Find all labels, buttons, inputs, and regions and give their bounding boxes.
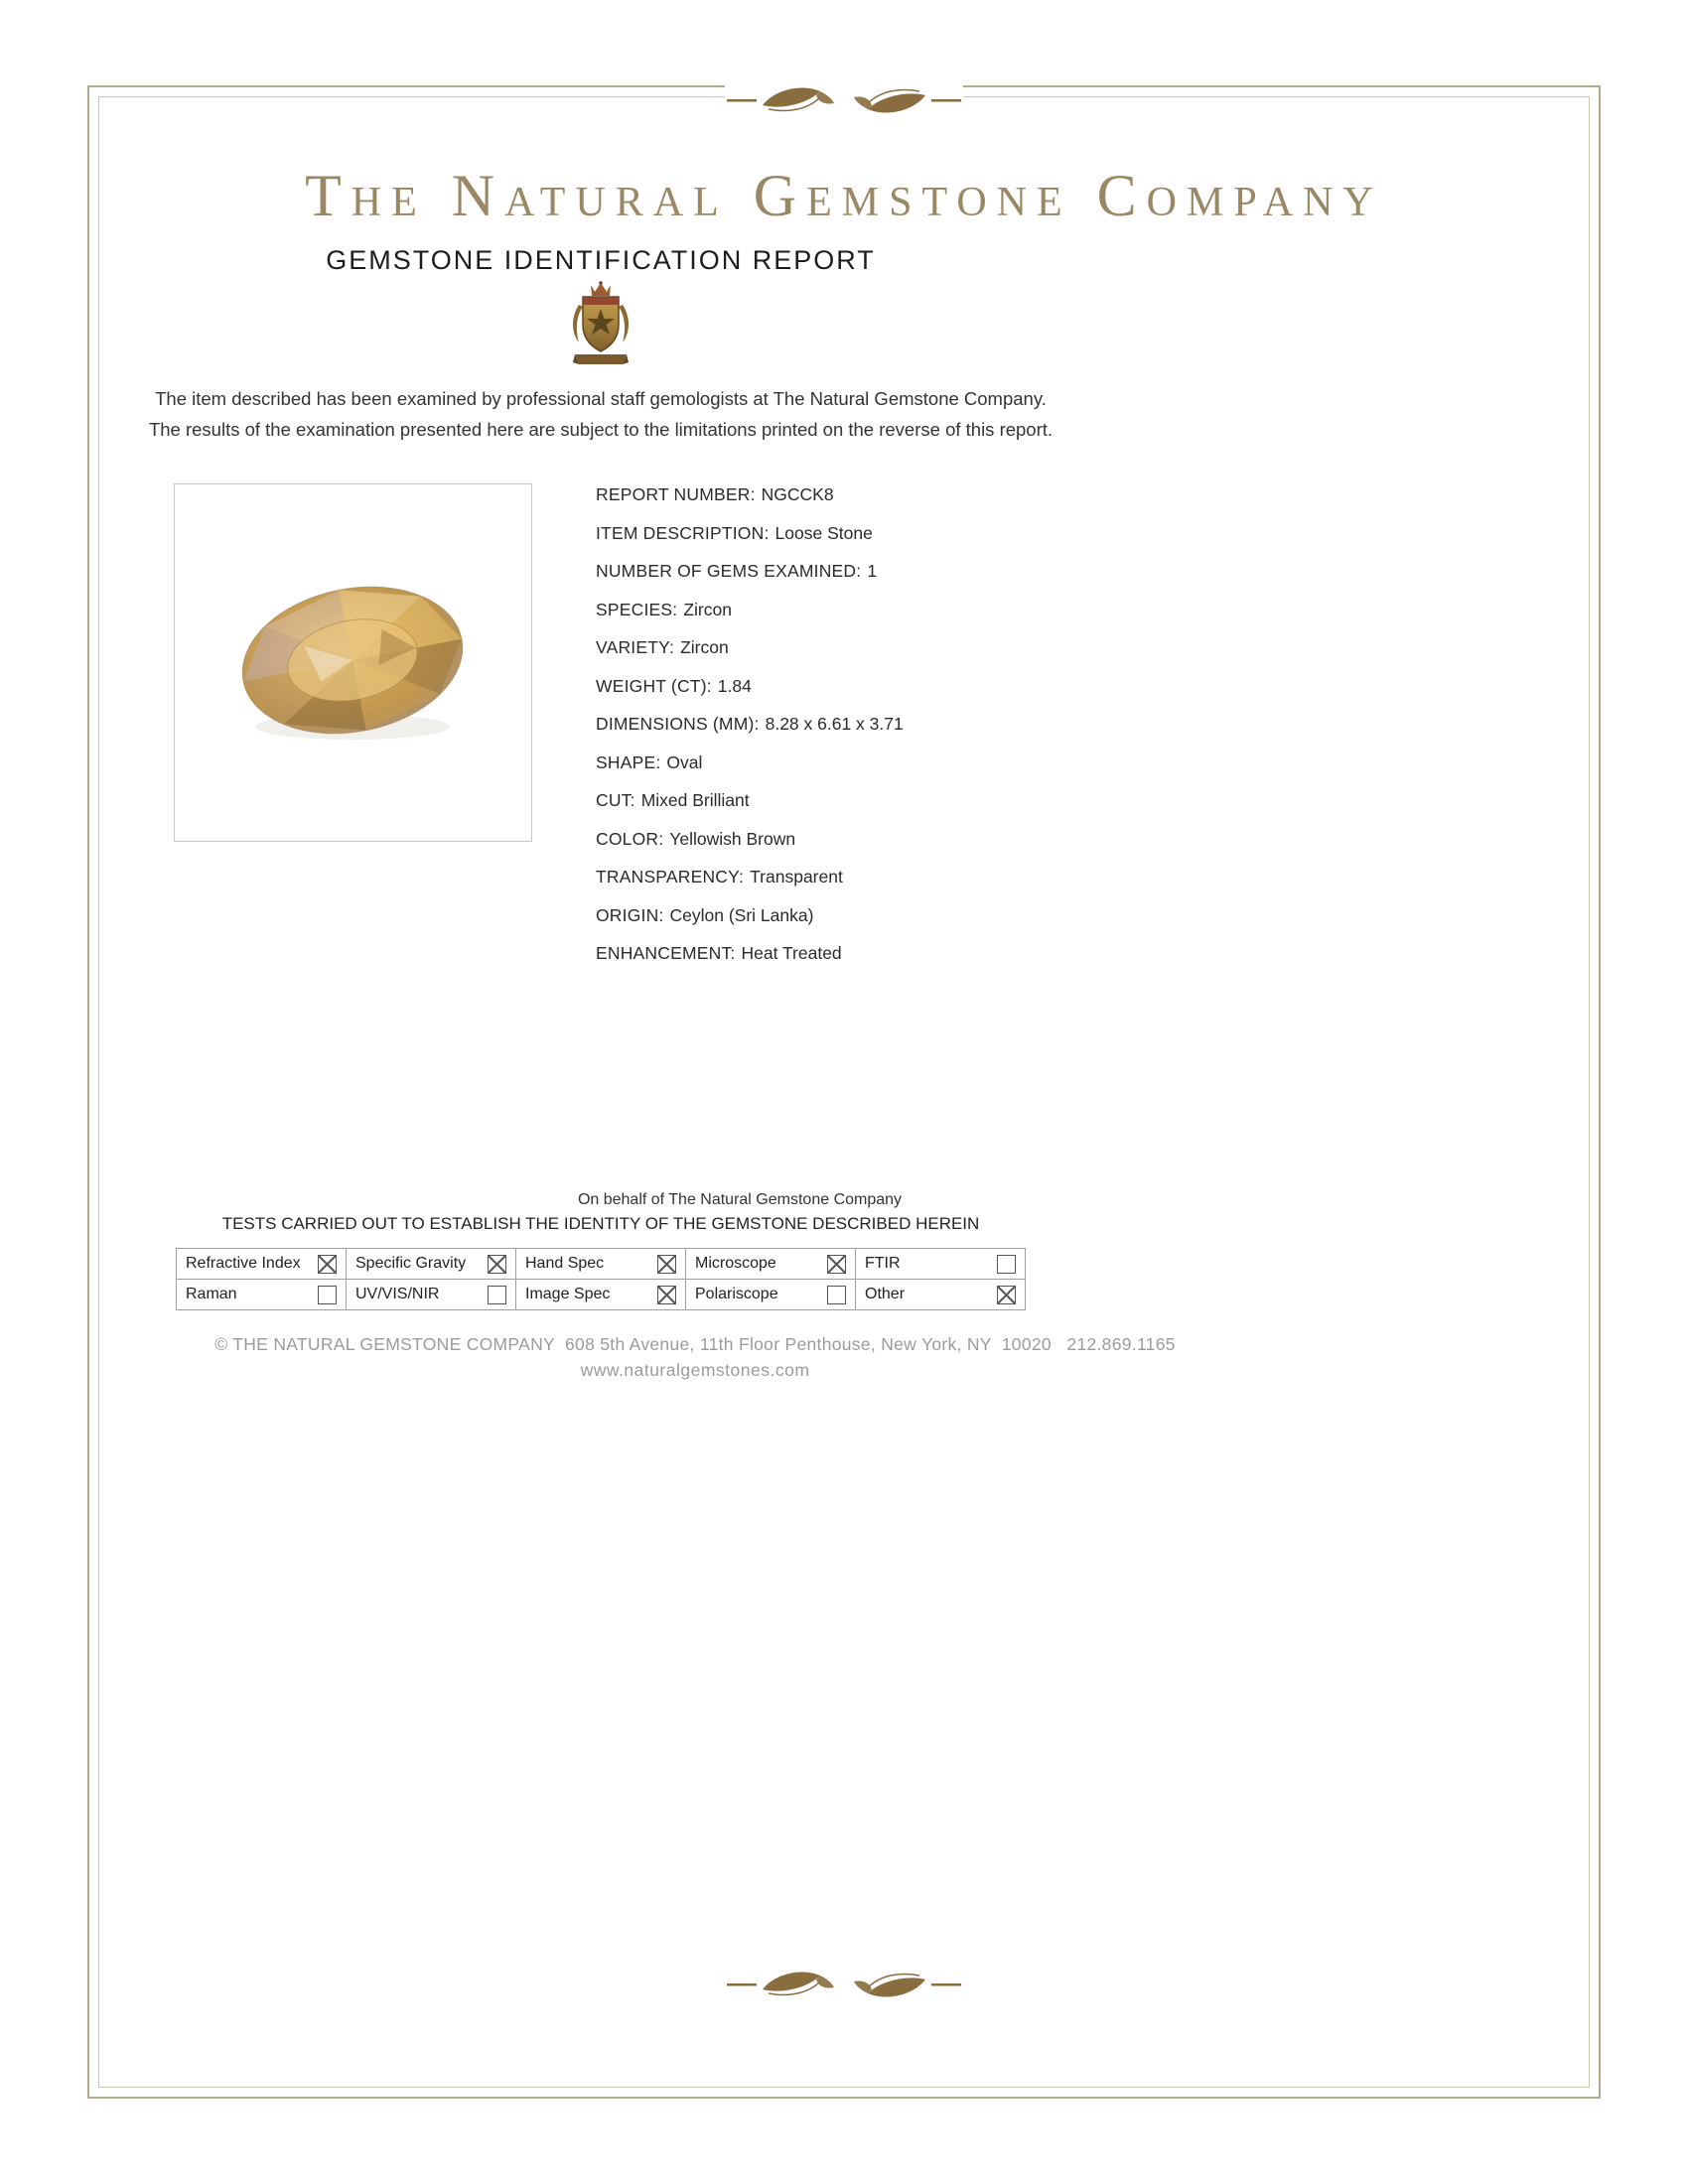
company-crest bbox=[89, 279, 1112, 370]
test-label: Specific Gravity bbox=[355, 1255, 467, 1272]
company-title: The Natural Gemstone Company bbox=[305, 163, 1383, 228]
detail-value: 1.84 bbox=[717, 675, 752, 696]
test-label: Refractive Index bbox=[186, 1255, 301, 1272]
footer-address: © THE NATURAL GEMSTONE COMPANY 608 5th Avenue, 11th Floor Penthouse, New York, NY 10020 212.869.1165 bbox=[214, 1334, 1176, 1354]
detail-row-origin bbox=[596, 905, 904, 944]
detail-label: VARIETY: bbox=[596, 637, 675, 657]
test-checkbox bbox=[657, 1286, 676, 1304]
test-cell-raman bbox=[177, 1280, 347, 1310]
detail-row-color bbox=[596, 829, 904, 868]
detail-label: WEIGHT (CT): bbox=[596, 675, 712, 696]
detail-value: NGCCK8 bbox=[761, 484, 834, 504]
detail-value: Heat Treated bbox=[741, 943, 842, 963]
bottom-flourish-ornament bbox=[725, 1967, 963, 2004]
detail-value: 8.28 x 6.61 x 3.71 bbox=[765, 714, 904, 734]
detail-value: Ceylon (Sri Lanka) bbox=[669, 904, 814, 925]
detail-row-gems-examined bbox=[596, 561, 904, 600]
detail-label: ITEM DESCRIPTION: bbox=[596, 522, 770, 543]
detail-row-enhancement bbox=[596, 943, 904, 982]
gemstone-photo bbox=[228, 576, 479, 751]
flourish-icon bbox=[725, 83, 963, 119]
test-label: FTIR bbox=[865, 1255, 901, 1272]
test-label: Hand Spec bbox=[525, 1255, 605, 1272]
test-checkbox bbox=[997, 1286, 1016, 1304]
test-label: UV/VIS/NIR bbox=[355, 1286, 440, 1302]
test-cell-polariscope bbox=[686, 1280, 856, 1310]
tests-row-1 bbox=[177, 1249, 1026, 1280]
test-label: Image Spec bbox=[525, 1286, 611, 1302]
test-cell-specific-gravity bbox=[347, 1249, 516, 1280]
detail-row-variety bbox=[596, 637, 904, 676]
detail-row-item-description bbox=[596, 523, 904, 562]
tests-heading: TESTS CARRIED OUT TO ESTABLISH THE IDENTITY OF THE GEMSTONE DESCRIBED HEREIN bbox=[221, 1214, 980, 1233]
footer-website-link[interactable]: www.naturalgemstones.com bbox=[580, 1360, 810, 1380]
test-checkbox bbox=[318, 1255, 337, 1274]
detail-label: CUT: bbox=[596, 790, 635, 810]
test-label: Microscope bbox=[695, 1255, 776, 1272]
detail-row-dimensions bbox=[596, 714, 904, 752]
test-checkbox bbox=[997, 1255, 1016, 1274]
test-label: Raman bbox=[186, 1286, 237, 1302]
test-cell-refractive-index bbox=[177, 1249, 347, 1280]
top-flourish-ornament bbox=[725, 82, 963, 120]
detail-row-weight bbox=[596, 676, 904, 715]
report-details-list bbox=[596, 484, 904, 982]
detail-label: SPECIES: bbox=[596, 599, 678, 619]
test-cell-image-spec bbox=[516, 1280, 686, 1310]
test-cell-microscope bbox=[686, 1249, 856, 1280]
test-checkbox bbox=[657, 1255, 676, 1274]
test-label: Polariscope bbox=[695, 1286, 778, 1302]
test-checkbox bbox=[318, 1286, 337, 1304]
on-behalf-text: On behalf of The Natural Gemstone Company bbox=[577, 1191, 903, 1208]
test-cell-hand-spec bbox=[516, 1249, 686, 1280]
detail-value: Yellowish Brown bbox=[669, 828, 796, 849]
tests-table bbox=[176, 1248, 1026, 1310]
detail-label: NUMBER OF GEMS EXAMINED: bbox=[596, 561, 862, 581]
test-cell-ftir bbox=[856, 1249, 1026, 1280]
detail-label: ORIGIN: bbox=[596, 904, 664, 925]
disclaimer-line2: The results of the examination presented here are subject to the limitations printed on the reverse of this report. bbox=[148, 419, 1054, 440]
detail-row-report-number bbox=[596, 484, 904, 523]
detail-label: DIMENSIONS (MM): bbox=[596, 714, 760, 734]
flourish-icon bbox=[725, 1968, 963, 2003]
report-title: GEMSTONE IDENTIFICATION REPORT bbox=[326, 245, 876, 275]
detail-value: Mixed Brilliant bbox=[640, 790, 750, 810]
detail-row-transparency bbox=[596, 867, 904, 905]
detail-label: REPORT NUMBER: bbox=[596, 484, 756, 504]
detail-value: Zircon bbox=[680, 637, 729, 657]
detail-row-cut bbox=[596, 790, 904, 829]
detail-value: Transparent bbox=[750, 867, 843, 887]
tests-row-2 bbox=[177, 1280, 1026, 1310]
test-checkbox bbox=[827, 1286, 846, 1304]
test-checkbox bbox=[488, 1255, 506, 1274]
detail-value: Loose Stone bbox=[774, 522, 873, 543]
detail-value: 1 bbox=[867, 561, 878, 581]
detail-label: COLOR: bbox=[596, 828, 664, 849]
gemstone-photo-frame bbox=[174, 483, 532, 842]
test-cell-uv-vis-nir bbox=[347, 1280, 516, 1310]
heraldic-crest-icon bbox=[569, 279, 633, 370]
detail-row-shape bbox=[596, 752, 904, 791]
detail-row-species bbox=[596, 600, 904, 638]
test-label: Other bbox=[865, 1286, 906, 1302]
detail-label: SHAPE: bbox=[596, 751, 661, 772]
detail-label: ENHANCEMENT: bbox=[596, 943, 736, 963]
test-cell-other bbox=[856, 1280, 1026, 1310]
disclaimer-text bbox=[89, 383, 1112, 445]
test-checkbox bbox=[488, 1286, 506, 1304]
detail-value: Zircon bbox=[683, 599, 732, 619]
detail-value: Oval bbox=[666, 751, 703, 772]
detail-label: TRANSPARENCY: bbox=[596, 867, 745, 887]
disclaimer-line1: The item described has been examined by professional staff gemologists at The Natural Gemstone Company. bbox=[155, 388, 1047, 409]
test-checkbox bbox=[827, 1255, 846, 1274]
